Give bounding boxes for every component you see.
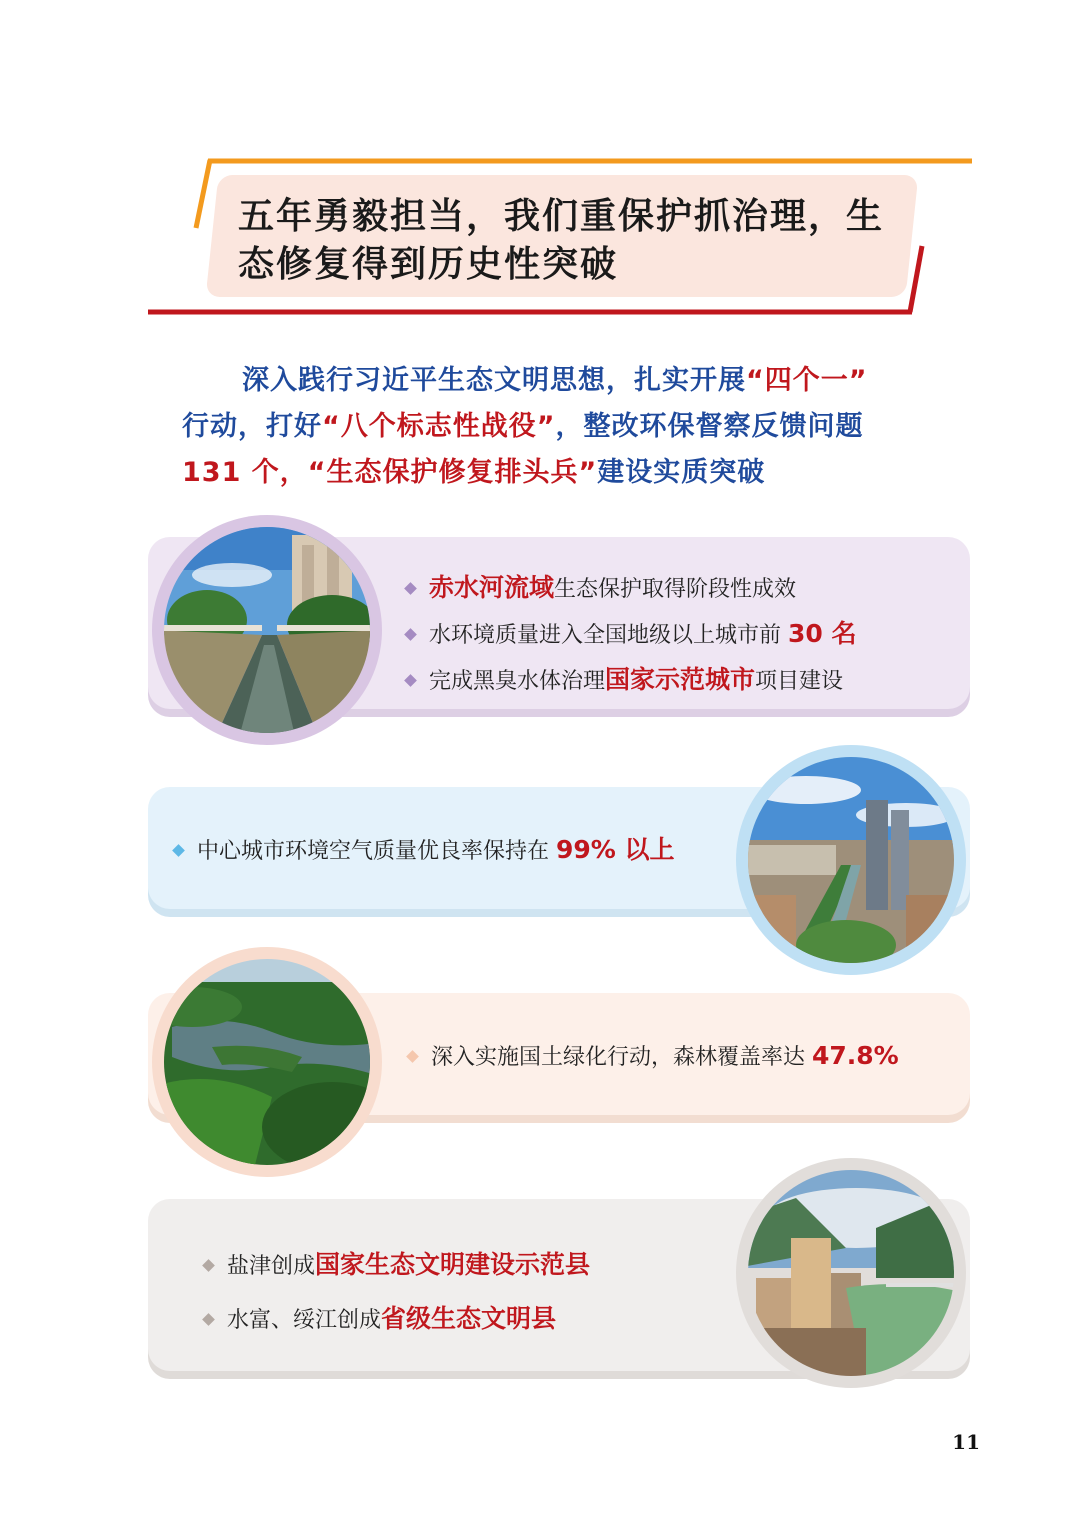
section-title <box>238 192 898 288</box>
diamond-bullet-icon <box>172 844 185 857</box>
highlight-text: 99% 以上 <box>556 835 675 864</box>
diamond-bullet-icon <box>404 628 417 641</box>
list-item <box>402 658 857 704</box>
title-line-1: 五年勇毅担当，我们重保护抓治理，生 <box>238 195 885 237</box>
intro-text: 行动，打好 <box>182 411 322 442</box>
title-line-2: 态修复得到历史性突破 <box>238 243 619 285</box>
list-item <box>200 1297 590 1343</box>
bullet-text: 盐津创成 <box>227 1254 316 1279</box>
highlight-text: 赤水河流域 <box>429 573 555 602</box>
card1-bullet-list <box>402 566 857 704</box>
highlight-text: 省级生态文明县 <box>381 1304 557 1333</box>
intro-highlight: 131 个， <box>182 457 308 488</box>
diamond-bullet-icon <box>202 1313 215 1326</box>
diamond-bullet-icon <box>406 1050 419 1063</box>
bullet-text: 生态保护取得阶段性成效 <box>554 577 797 602</box>
section-title-banner <box>0 0 1080 330</box>
intro-text: 建设实质突破 <box>597 457 766 488</box>
diamond-bullet-icon <box>202 1259 215 1272</box>
diamond-bullet-icon <box>404 582 417 595</box>
list-item <box>200 1243 590 1289</box>
list-item <box>170 828 675 874</box>
photo-city-skyline <box>736 745 966 975</box>
bullet-text: 深入实施国土绿化行动，森林覆盖率达 <box>431 1045 812 1070</box>
intro-text: ，整改环保督察反馈问题 <box>555 411 864 442</box>
intro-paragraph <box>182 358 952 496</box>
intro-highlight: “四个一” <box>746 365 868 396</box>
list-item <box>402 566 857 612</box>
highlight-text: 国家示范城市 <box>605 665 756 694</box>
photo-mountain-town <box>736 1158 966 1388</box>
highlight-text: 47.8% <box>812 1041 899 1070</box>
intro-highlight: “生态保护修复排头兵” <box>307 457 598 488</box>
card4-bullet-list <box>200 1243 590 1343</box>
page-number: 11 <box>952 1430 980 1454</box>
highlight-text: 国家生态文明建设示范县 <box>315 1250 591 1279</box>
bullet-text: 水环境质量进入全国地级以上城市前 <box>429 623 788 648</box>
list-item <box>402 612 857 658</box>
photo-forest-lake <box>152 947 382 1177</box>
photo-river-channel <box>152 515 382 745</box>
bullet-text: 中心城市环境空气质量优良率保持在 <box>197 839 556 864</box>
list-item <box>404 1034 899 1080</box>
diamond-bullet-icon <box>404 674 417 687</box>
card3-bullet-list <box>404 1034 899 1080</box>
intro-highlight: “八个标志性战役” <box>322 411 556 442</box>
intro-text: 深入践行习近平生态文明思想，扎实开展 <box>242 365 746 396</box>
card2-bullet-list <box>170 828 675 874</box>
highlight-text: 30 名 <box>788 619 857 648</box>
bullet-text: 项目建设 <box>755 669 844 694</box>
bullet-text: 水富、绥江创成 <box>227 1308 382 1333</box>
bullet-text: 完成黑臭水体治理 <box>429 669 606 694</box>
